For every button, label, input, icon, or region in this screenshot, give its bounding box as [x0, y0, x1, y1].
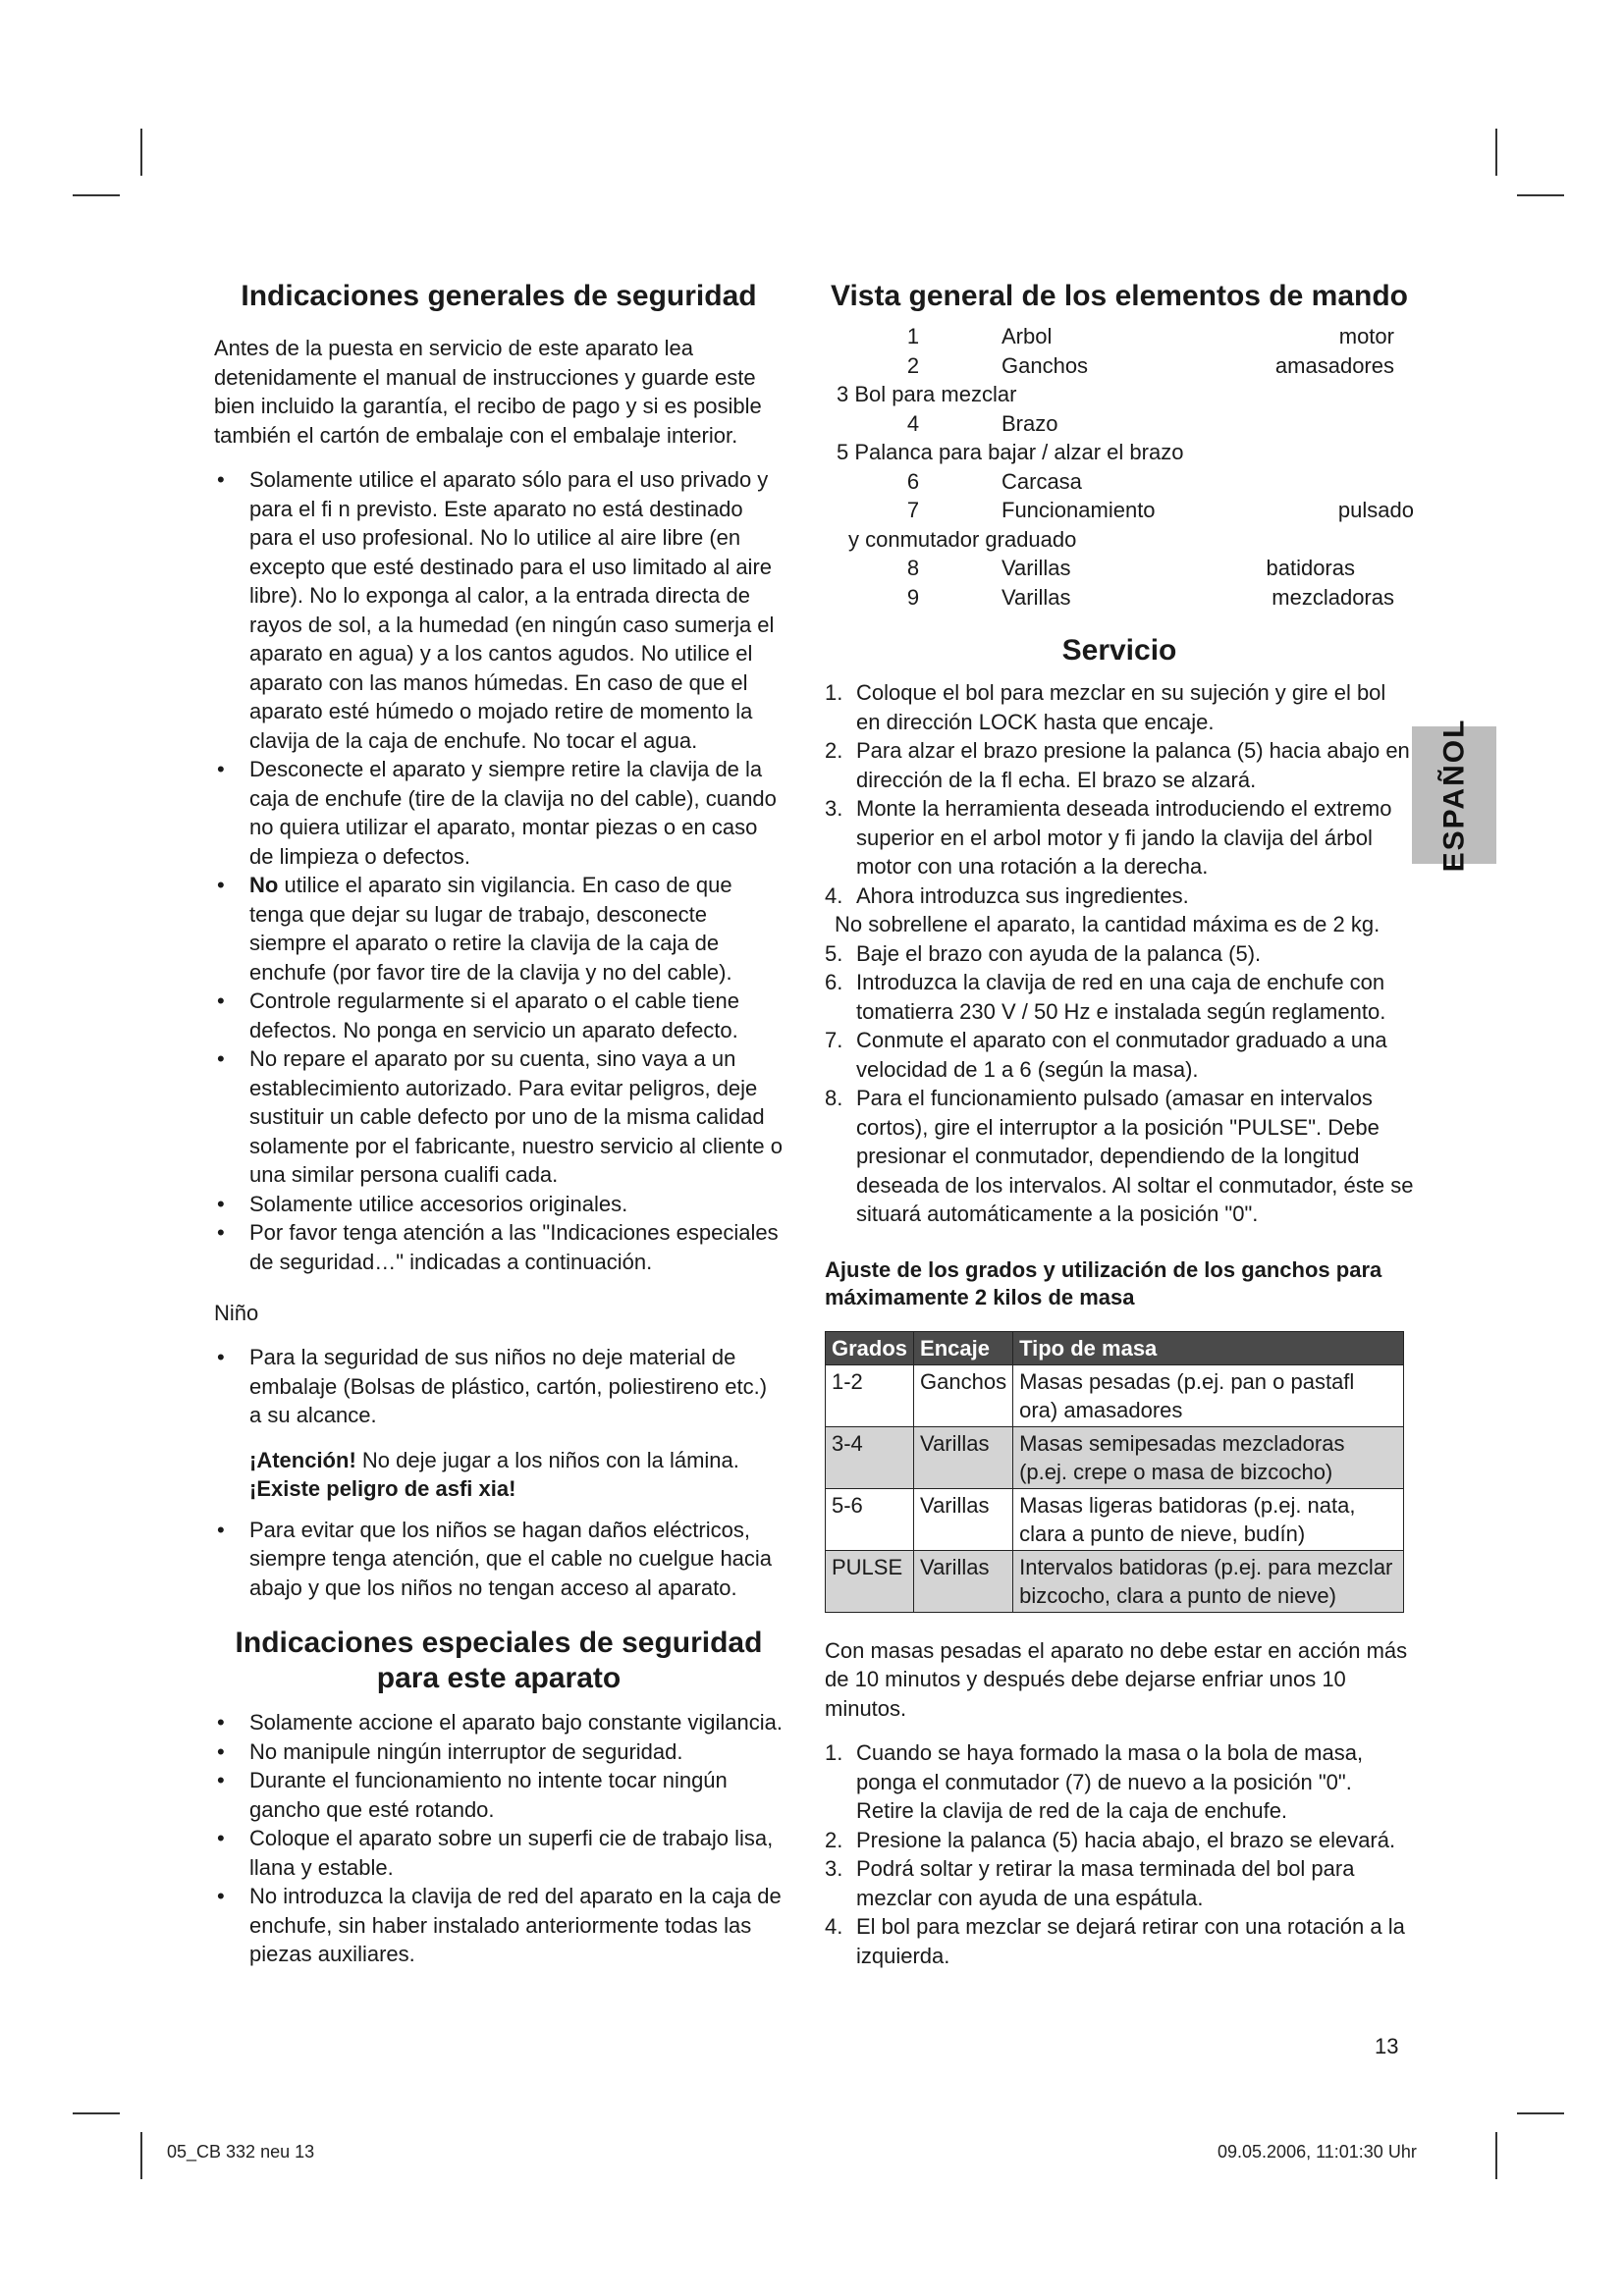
crop-mark [1517, 2112, 1564, 2114]
control-num: 4 [906, 410, 920, 436]
table-cell: 5-6 [826, 1488, 914, 1550]
control-row [825, 380, 1414, 409]
step-number: 8. [825, 1086, 843, 1110]
controls-overview-heading: Vista general de los elementos de mando [831, 280, 1408, 312]
control-name-2 [1212, 467, 1414, 497]
table-cell: Varillas [914, 1488, 1013, 1550]
attention-note [214, 1446, 784, 1504]
general-safety-list [214, 465, 784, 1276]
control-row [825, 438, 1414, 467]
service-steps [825, 678, 1414, 910]
service-heading: Servicio [1061, 634, 1177, 667]
control-name-2: mezcladoras [1272, 584, 1394, 610]
step-item [825, 1084, 1414, 1229]
capacity-note: No sobrellene el aparato, la cantidad máxima es de 2 kg. [835, 912, 1380, 936]
special-safety-heading-line2: para este aparato [376, 1662, 622, 1694]
step-number: 5. [825, 940, 843, 966]
control-row [825, 351, 1414, 381]
step-item [825, 1912, 1414, 1970]
no-rest: utilice el aparato sin vigilancia. En caso de que tenga que dejar su lugar de trabajo, desconecte siempre el aparato o retire la clavija de la caja de enchufe (por favor tire de la clavija y no del cable). [249, 873, 732, 985]
list-item: • No introduzca la clavija de red del aparato en la caja de enchufe, sin haber instalado anteriormente todas las piezas auxiliares. [214, 1882, 784, 1969]
step-item [825, 678, 1414, 736]
table-header: Tipo de masa [1013, 1331, 1404, 1364]
list-item: • Desconecte el aparato y siempre retire la clavija de la caja de enchufe (tire de la clavija no del cable), cuando no quiera utilizar el aparato, montar piezas o en caso de limpieza o defectos. [214, 755, 784, 871]
control-num: 7 [906, 498, 920, 522]
table-row [826, 1426, 1404, 1488]
special-safety-list [214, 1708, 784, 1969]
step-text: Introduzca la clavija de red en una caja de enchufe con tomatierra 230 V / 50 Hz e instalada según reglamento. [856, 970, 1386, 1024]
control-name-2: amasadores [1274, 352, 1394, 378]
table-cell: 1-2 [826, 1364, 914, 1426]
crop-mark [1495, 129, 1497, 176]
nino-list-2 [214, 1516, 784, 1603]
list-item: • No repare el aparato por su cuenta, sino vaya a un establecimiento autorizado. Para evitar peligros, deje sustituir un cable defecto por uno de la misma calidad solamente por el fabricante, nuestro servicio al cliente o una similar persona cualifi cada. [214, 1044, 784, 1190]
step-item [825, 794, 1414, 881]
table-cell: Masas pesadas (p.ej. pan o pastafl ora) amasadores [1013, 1364, 1404, 1426]
nino-list [214, 1343, 784, 1430]
control-name-2: batidoras [1266, 556, 1355, 580]
list-item: • Solamente utilice el aparato sólo para el uso privado y para el fi n previsto. Este aparato no está destinado para el uso profesional. No lo utilice al aire libre (en excepto que esté destinado para el uso limitado al aire libre). No lo exponga al calor, a la entrada directa de rayos de sol, a la humedad (en ningún caso sumerja el aparato en agua) y a los cantos agudos. No utilice el aparato con las manos húmedas. En caso de que el aparato esté húmedo o mojado retire de momento la clavija de la caja de enchufe. No tocar el agua. [214, 465, 784, 755]
crop-mark [140, 129, 142, 176]
service-steps-2 [825, 939, 1414, 1229]
crop-mark [140, 2132, 142, 2179]
step-number: 4. [825, 882, 843, 908]
list-item: • Para la seguridad de sus niños no deje material de embalaje (Bolsas de plástico, cartón, poliestireno etc.) a su alcance. [214, 1343, 784, 1430]
table-cell: Intervalos batidoras (p.ej. para mezclar bizcocho, clara a punto de nieve) [1013, 1550, 1404, 1612]
crop-mark [73, 2112, 120, 2114]
step-number: 2. [825, 1827, 843, 1852]
list-item: • Por favor tenga atención a las "Indicaciones especiales de seguridad…" indicadas a continuación. [214, 1218, 784, 1276]
table-header-row [826, 1331, 1404, 1364]
control-row [825, 554, 1414, 583]
step-number: 2. [825, 738, 843, 763]
dough-table [825, 1331, 1404, 1613]
step-item [825, 881, 1414, 911]
step-text: Para el funcionamiento pulsado (amasar en intervalos cortos), gire el interruptor a la posición "PULSE". Debe presionar el conmutador, dependiendo de la longitud deseada de los intervalos. Al soltar el conmutador, éste se situará automáticamente a la posición "0". [856, 1086, 1414, 1226]
attention-label: ¡Atención! [249, 1447, 356, 1472]
control-full: 5 Palanca para bajar / alzar el brazo [837, 440, 1184, 464]
table-cell: PULSE [826, 1550, 914, 1612]
step-number: 4. [825, 1914, 843, 1939]
table-row [826, 1550, 1404, 1612]
step-text: Cuando se haya formado la masa o la bola de masa, ponga el conmutador (7) de nuevo a la posición "0". Retire la clavija de red de la caja de enchufe. [856, 1740, 1364, 1823]
control-row [825, 322, 1414, 351]
page-number: 13 [1375, 2034, 1399, 2058]
list-item [214, 871, 784, 987]
list-item: • Solamente utilice accesorios originales. [214, 1190, 784, 1219]
left-column [214, 279, 784, 1985]
control-name: Varillas [1001, 556, 1071, 580]
step-item [825, 939, 1414, 969]
control-num: 2 [906, 352, 920, 378]
crop-mark [1517, 194, 1564, 196]
control-full: y conmutador graduado [848, 526, 1077, 552]
control-num: 8 [906, 556, 920, 580]
list-item: • Durante el funcionamiento no intente tocar ningún gancho que esté rotando. [214, 1766, 784, 1824]
special-safety-heading-line1: Indicaciones especiales de seguridad [235, 1627, 763, 1659]
step-number: 3. [825, 796, 843, 821]
step-text: Monte la herramienta deseada introduciendo el extremo superior en el arbol motor y fi jando la clavija del árbol motor con una rotación a la derecha. [856, 796, 1392, 879]
control-num: 9 [906, 584, 920, 610]
step-item [825, 1854, 1414, 1912]
control-name: Ganchos [1001, 352, 1089, 378]
step-text: Presione la palanca (5) hacia abajo, el brazo se elevará. [856, 1827, 1396, 1852]
nino-heading: Niño [214, 1301, 259, 1325]
attention-text: No deje jugar a los niños con la lámina. [361, 1447, 739, 1472]
step-item [825, 1738, 1414, 1826]
control-row [825, 496, 1414, 525]
control-full: 3 Bol para mezclar [837, 382, 1017, 406]
footer-right: 09.05.2006, 11:01:30 Uhr [1218, 2142, 1417, 2162]
step-text: El bol para mezclar se dejará retirar con una rotación a la izquierda. [856, 1914, 1405, 1968]
footer-left: 05_CB 332 neu 13 [167, 2142, 315, 2162]
table-cell: Ganchos [914, 1364, 1013, 1426]
step-number: 3. [825, 1856, 843, 1881]
step-item [825, 1026, 1414, 1084]
control-row [825, 525, 1414, 555]
step-item [825, 1826, 1414, 1855]
control-num: 6 [906, 468, 920, 494]
table-row [826, 1364, 1404, 1426]
intro-paragraph: Antes de la puesta en servicio de este aparato lea detenidamente el manual de instrucciones y guarde este bien incluido la garantía, el recibo de pago y si es posible también el cartón de embalaje con el embalaje interior. [214, 336, 762, 448]
table-cell: Masas ligeras batidoras (p.ej. nata, clara a punto de nieve, budín) [1013, 1488, 1404, 1550]
table-cell: Varillas [914, 1426, 1013, 1488]
control-name-2: pulsado [1337, 498, 1414, 522]
control-name: Carcasa [1001, 468, 1082, 494]
after-table-paragraph: Con masas pesadas el aparato no debe estar en acción más de 10 minutos y después debe dejarse enfriar unos 10 minutos. [825, 1637, 1408, 1721]
step-number: 6. [825, 970, 843, 994]
crop-mark [1495, 2132, 1497, 2179]
step-item [825, 968, 1414, 1026]
language-tab-label: ESPAÑOL [1437, 718, 1471, 873]
control-row [825, 467, 1414, 497]
table-header: Encaje [914, 1331, 1013, 1364]
general-safety-heading: Indicaciones generales de seguridad [241, 280, 757, 312]
table-cell: Varillas [914, 1550, 1013, 1612]
list-item: • Para evitar que los niños se hagan daños eléctricos, siempre tenga atención, que el cable no cuelgue hacia abajo y que los niños no tengan acceso al aparato. [214, 1516, 784, 1603]
step-text: Ahora introduzca sus ingredientes. [856, 882, 1189, 908]
control-row [825, 583, 1414, 613]
control-name: Varillas [1001, 584, 1071, 610]
list-item: • Coloque el aparato sobre un superfi cie de trabajo lisa, llana y estable. [214, 1824, 784, 1882]
language-tab [1412, 718, 1496, 873]
crop-mark [73, 194, 120, 196]
step-text: Coloque el bol para mezclar en su sujeción y gire el bol en dirección LOCK hasta que encaje. [856, 680, 1386, 734]
step-text: Conmute el aparato con el conmutador graduado a una velocidad de 1 a 6 (según la masa). [856, 1028, 1387, 1082]
step-text: Baje el brazo con ayuda de la palanca (5). [856, 940, 1262, 966]
control-num: 1 [906, 324, 920, 348]
list-item: • No manipule ningún interruptor de seguridad. [214, 1737, 784, 1767]
control-name: Funcionamiento [1001, 498, 1156, 522]
step-item [825, 736, 1414, 794]
controls-table [825, 322, 1414, 612]
list-item: • Solamente accione el aparato bajo constante vigilancia. [214, 1708, 784, 1737]
step-text: Podrá soltar y retirar la masa terminada del bol para mezclar con ayuda de una espátula. [856, 1856, 1355, 1910]
control-name: Arbol [1001, 324, 1053, 348]
step-text: Para alzar el brazo presione la palanca (5) hacia abajo en dirección de la fl echa. El brazo se alzará. [856, 738, 1410, 792]
step-number: 7. [825, 1028, 843, 1052]
settings-subheading: Ajuste de los grados y utilización de los ganchos para máximamente 2 kilos de masa [825, 1256, 1382, 1309]
step-number: 1. [825, 680, 843, 705]
special-safety-heading [214, 1626, 784, 1696]
table-header: Grados [826, 1331, 914, 1364]
table-cell: 3-4 [826, 1426, 914, 1488]
list-item: • Controle regularmente si el aparato o el cable tiene defectos. No ponga en servicio un aparato defecto. [214, 987, 784, 1044]
control-name-2 [1212, 409, 1414, 439]
finish-steps [825, 1738, 1414, 1970]
right-column [825, 279, 1414, 1980]
control-name: Brazo [1001, 410, 1058, 436]
attention-warning: ¡Existe peligro de asfi xia! [249, 1476, 516, 1501]
control-name-2: motor [1338, 324, 1394, 348]
table-row [826, 1488, 1404, 1550]
table-cell: Masas semipesadas mezcladoras (p.ej. crepe o masa de bizcocho) [1013, 1426, 1404, 1488]
control-row [825, 409, 1414, 439]
no-bold: No [249, 873, 279, 897]
step-number: 1. [825, 1740, 843, 1765]
